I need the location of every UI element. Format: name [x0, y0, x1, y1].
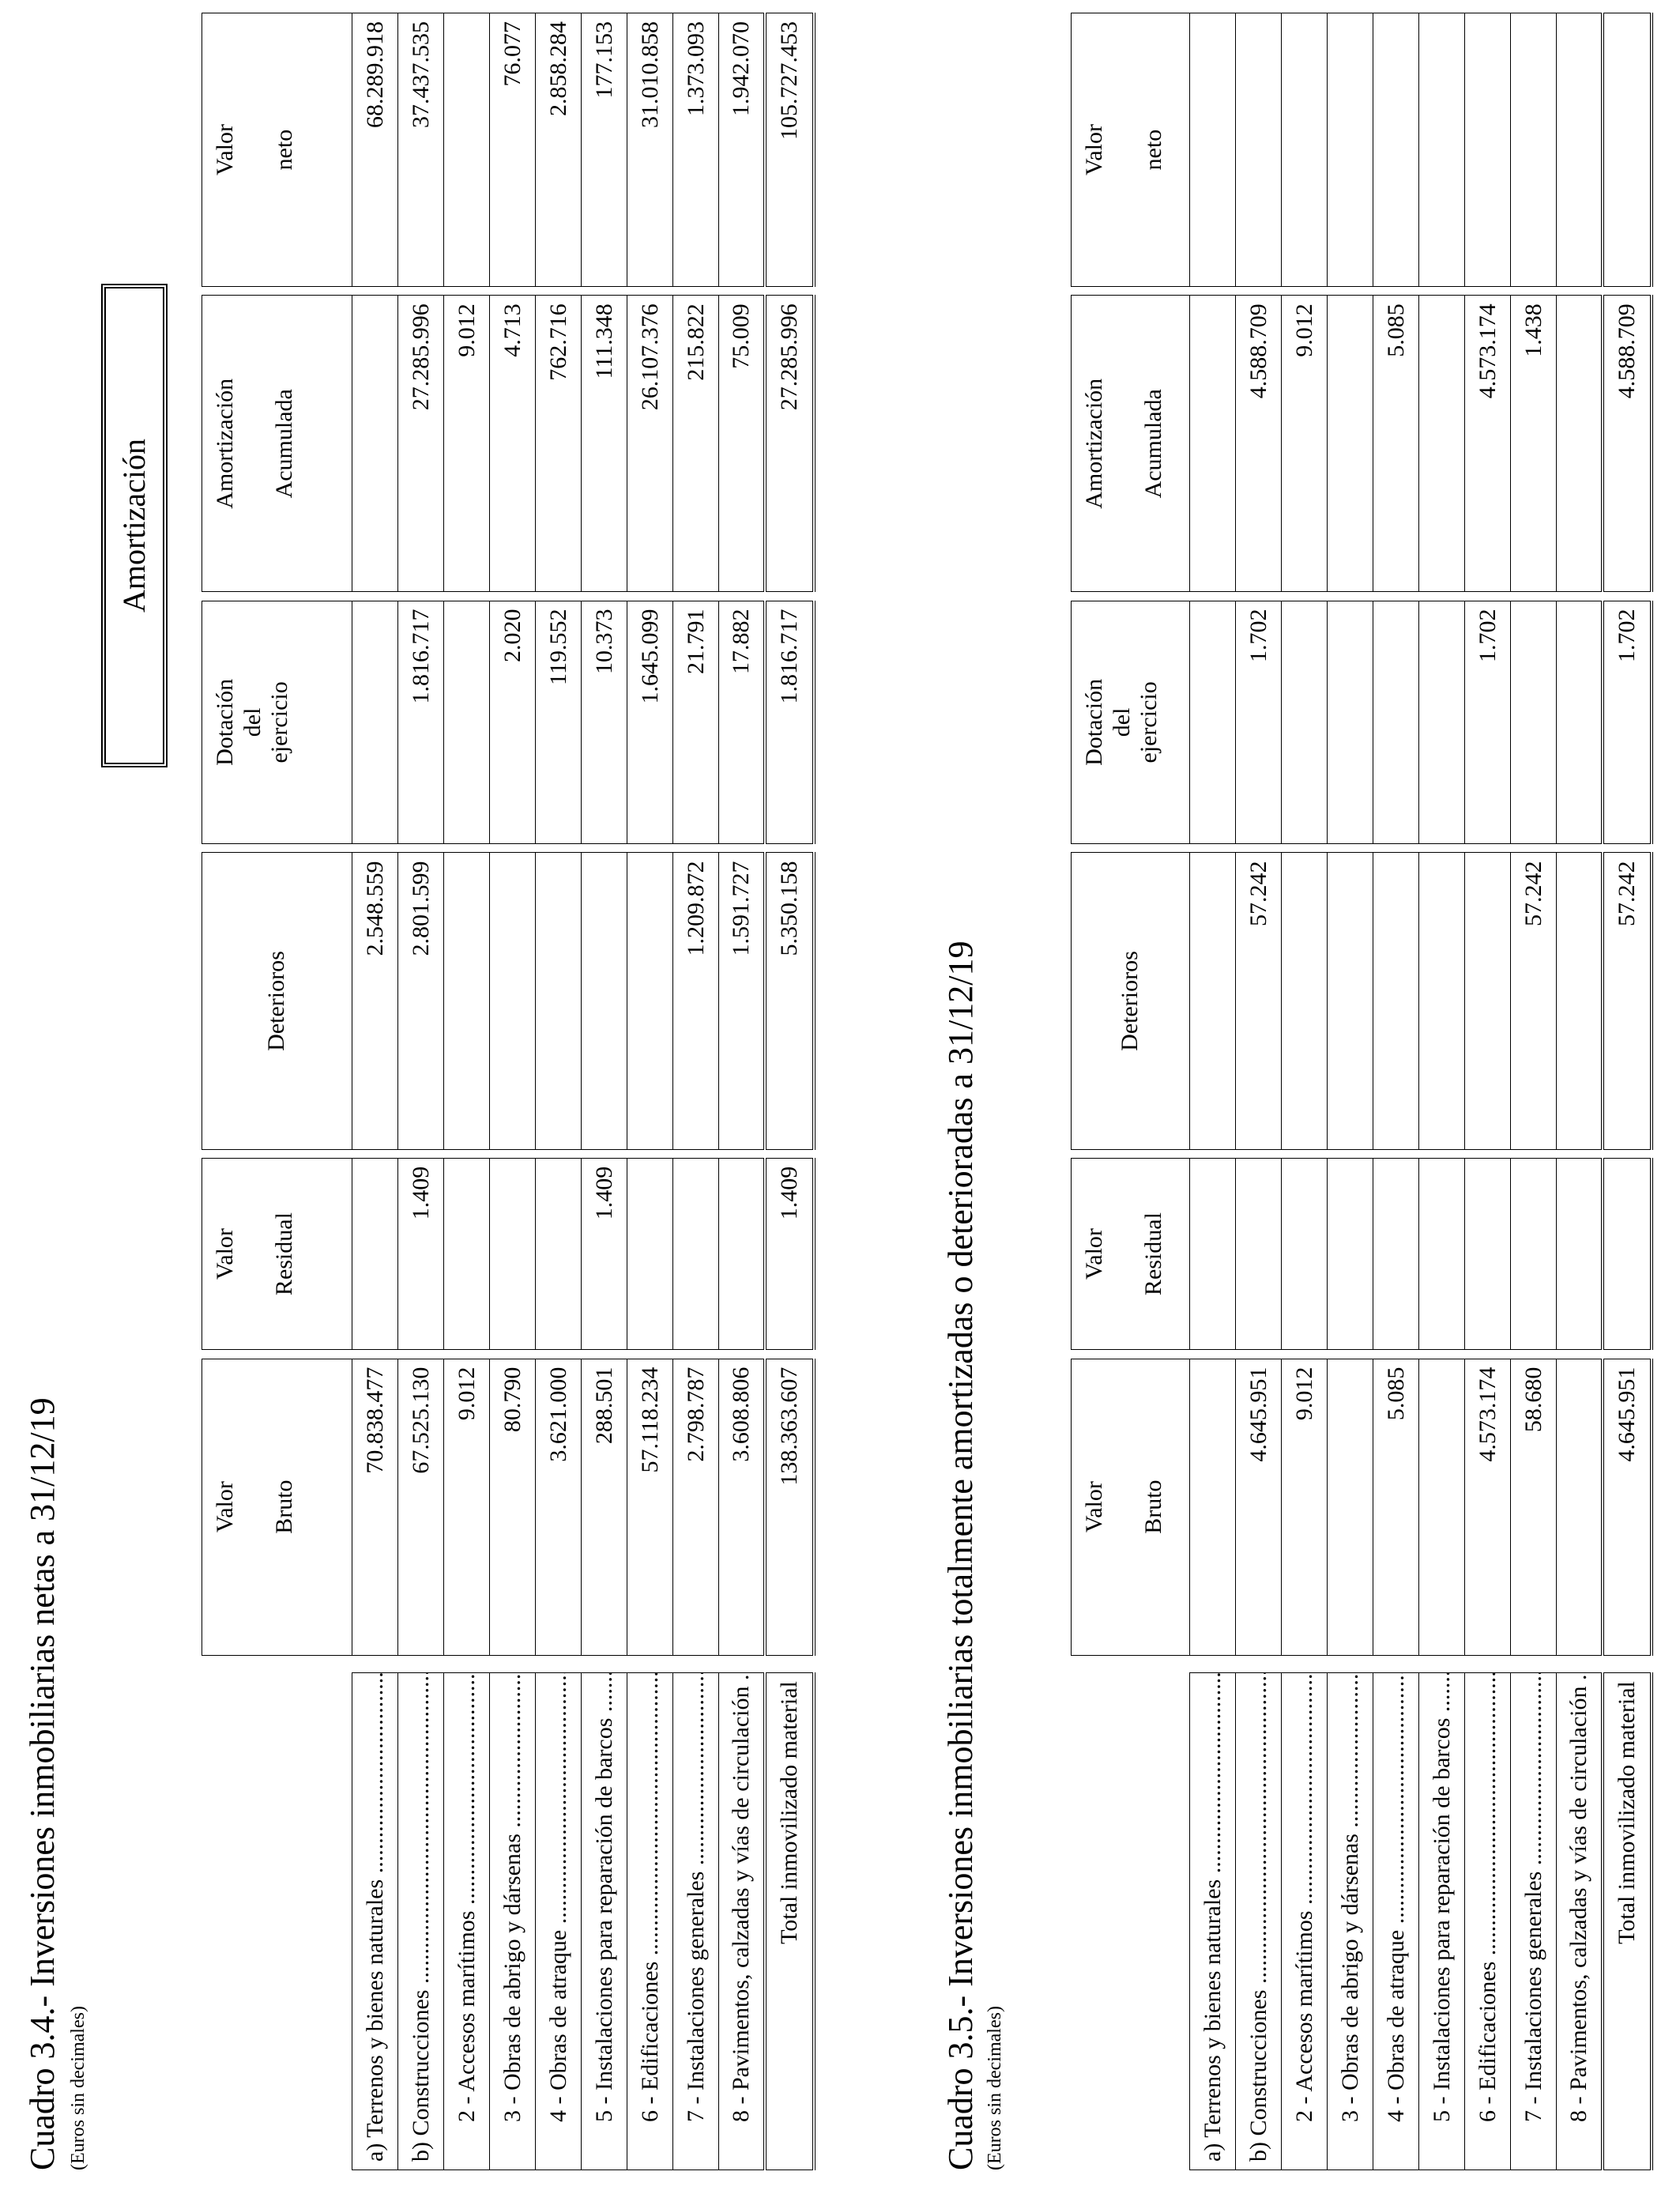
cell-dotacion: 2.020 [490, 601, 536, 844]
cell-acumulada [352, 296, 398, 592]
table-row [352, 13, 398, 2170]
cell-bruto: 58.680 [1511, 1359, 1557, 1655]
cell-deterioros [1282, 853, 1328, 1149]
cell-neto: 68.289.918 [352, 13, 398, 287]
cell-dotacion [1328, 601, 1373, 844]
cell-neto: 1.942.070 [719, 13, 765, 287]
table-row [1190, 13, 1236, 2170]
cell-deterioros [1557, 853, 1603, 1149]
cell-acumulada: 5.085 [1373, 296, 1419, 592]
cell-residual [627, 1158, 673, 1350]
row-label: 4 - Obras de atraque ..... [1373, 1673, 1419, 2170]
cell-deterioros: 57.242 [1511, 853, 1557, 1149]
cell-residual [1511, 1158, 1557, 1350]
cell-neto [1557, 13, 1603, 287]
cell-bruto [1328, 1359, 1373, 1655]
table-row [1511, 13, 1557, 2170]
cell-neto [1373, 13, 1419, 287]
cell-neto [1190, 13, 1236, 287]
cell-bruto: 3.621.000 [536, 1359, 582, 1655]
cell-acumulada [1328, 296, 1373, 592]
header-valor-bruto: Valor Bruto [1072, 1359, 1190, 1655]
cell-deterioros [1190, 853, 1236, 1149]
row-label: 7 - Instalaciones generales ..... [673, 1673, 719, 2170]
total-dotacion: 1.816.717 [765, 601, 814, 844]
total-residual: 1.409 [765, 1158, 814, 1350]
cell-neto [1419, 13, 1465, 287]
cell-dotacion [1190, 601, 1236, 844]
cell-dotacion: 1.816.717 [398, 601, 444, 844]
cell-deterioros: 57.242 [1236, 853, 1282, 1149]
total-bruto: 4.645.951 [1603, 1359, 1652, 1655]
table-inversiones-netas [202, 13, 816, 2170]
table-row [627, 13, 673, 2170]
cell-bruto: 2.798.787 [673, 1359, 719, 1655]
table-subtitle: (Euros sin decimales) [68, 2006, 89, 2170]
cell-deterioros: 1.591.727 [719, 853, 765, 1149]
cell-dotacion [1511, 601, 1557, 844]
cell-deterioros [582, 853, 627, 1149]
row-label: 5 - Instalaciones para reparación de barcos ..... [1419, 1673, 1465, 2170]
total-dotacion: 1.702 [1603, 601, 1652, 844]
row-label: 3 - Obras de abrigo y dársenas ..... [490, 1673, 536, 2170]
cell-bruto: 57.118.234 [627, 1359, 673, 1655]
cell-neto [1282, 13, 1328, 287]
cell-neto: 76.077 [490, 13, 536, 287]
total-deterioros: 5.350.158 [765, 853, 814, 1149]
amortizacion-group-header: Amortización [101, 284, 168, 767]
cell-bruto: 4.573.174 [1465, 1359, 1511, 1655]
table-row [490, 13, 536, 2170]
header-deterioros: Deterioros [202, 853, 352, 1149]
table-row [719, 13, 765, 2170]
cell-bruto: 70.838.477 [352, 1359, 398, 1655]
cell-acumulada: 4.588.709 [1236, 296, 1282, 592]
row-label: b) Construcciones ..... [398, 1673, 444, 2170]
cell-residual [673, 1158, 719, 1350]
cell-neto [1511, 13, 1557, 287]
header-amortizacion-acumulada: Amortización Acumulada [1072, 296, 1190, 592]
table-row [1465, 13, 1511, 2170]
table-row [582, 13, 627, 2170]
total-label: Total inmovilizado material [1603, 1673, 1652, 2170]
cell-bruto: 5.085 [1373, 1359, 1419, 1655]
cell-residual [444, 1158, 490, 1350]
row-label: 2 - Accesos marítimos ..... [444, 1673, 490, 2170]
cell-acumulada: 27.285.996 [398, 296, 444, 592]
row-label: 6 - Edificaciones ..... [1465, 1673, 1511, 2170]
header-amortizacion-acumulada: Amortización Acumulada [202, 296, 352, 592]
cell-bruto [1419, 1359, 1465, 1655]
header-dotacion: Dotación del ejercicio [202, 601, 352, 844]
cell-acumulada: 762.716 [536, 296, 582, 592]
total-row [765, 13, 814, 2170]
cell-neto: 37.437.535 [398, 13, 444, 287]
cell-dotacion [352, 601, 398, 844]
cell-neto [1236, 13, 1282, 287]
row-label: 8 - Pavimentos, calzadas y vías de circulación ..... [1557, 1673, 1603, 2170]
cell-bruto: 4.645.951 [1236, 1359, 1282, 1655]
cell-dotacion [1373, 601, 1419, 844]
cell-acumulada: 1.438 [1511, 296, 1557, 592]
table-row [1236, 13, 1282, 2170]
row-label: 5 - Instalaciones para reparación de barcos ..... [582, 1673, 627, 2170]
cell-bruto: 9.012 [1282, 1359, 1328, 1655]
cell-acumulada [1190, 296, 1236, 592]
cell-acumulada [1419, 296, 1465, 592]
cell-acumulada: 75.009 [719, 296, 765, 592]
cell-neto [1465, 13, 1511, 287]
cell-acumulada: 4.713 [490, 296, 536, 592]
cell-bruto: 3.608.806 [719, 1359, 765, 1655]
table-row [1419, 13, 1465, 2170]
header-valor-neto: Valor neto [202, 13, 352, 287]
cell-residual [1190, 1158, 1236, 1350]
header-row [202, 13, 352, 2170]
total-neto [1603, 13, 1652, 287]
cell-residual [352, 1158, 398, 1350]
cell-bruto: 288.501 [582, 1359, 627, 1655]
row-label: b) Construcciones ..... [1236, 1673, 1282, 2170]
header-valor-neto: Valor neto [1072, 13, 1190, 287]
cell-deterioros [1328, 853, 1373, 1149]
cell-neto: 2.858.284 [536, 13, 582, 287]
cell-deterioros [1373, 853, 1419, 1149]
cell-acumulada: 4.573.174 [1465, 296, 1511, 592]
table-row [1282, 13, 1328, 2170]
header-valor-residual: Valor Residual [1072, 1158, 1190, 1350]
cell-dotacion [1419, 601, 1465, 844]
total-acumulada: 4.588.709 [1603, 296, 1652, 592]
cell-deterioros: 2.801.599 [398, 853, 444, 1149]
row-label: 7 - Instalaciones generales ..... [1511, 1673, 1557, 2170]
cell-residual [536, 1158, 582, 1350]
table-row [673, 13, 719, 2170]
row-label: a) Terrenos y bienes naturales ..... [352, 1673, 398, 2170]
table-row [1328, 13, 1373, 2170]
cell-residual [1282, 1158, 1328, 1350]
cell-acumulada: 9.012 [444, 296, 490, 592]
cell-bruto: 80.790 [490, 1359, 536, 1655]
cell-acumulada: 215.822 [673, 296, 719, 592]
cell-residual [1419, 1158, 1465, 1350]
cell-dotacion: 1.702 [1236, 601, 1282, 844]
total-neto: 105.727.453 [765, 13, 814, 287]
row-label: 3 - Obras de abrigo y dársenas ..... [1328, 1673, 1373, 2170]
total-row [1603, 13, 1652, 2170]
cell-deterioros [490, 853, 536, 1149]
table-row [398, 13, 444, 2170]
cell-neto [444, 13, 490, 287]
cell-residual [1373, 1158, 1419, 1350]
cell-deterioros [1465, 853, 1511, 1149]
cell-deterioros: 2.548.559 [352, 853, 398, 1149]
cell-neto: 31.010.858 [627, 13, 673, 287]
cell-dotacion [444, 601, 490, 844]
cell-dotacion: 10.373 [582, 601, 627, 844]
row-label: a) Terrenos y bienes naturales ..... [1190, 1673, 1236, 2170]
cell-neto [1328, 13, 1373, 287]
cell-dotacion: 1.702 [1465, 601, 1511, 844]
total-bruto: 138.363.607 [765, 1359, 814, 1655]
cell-dotacion: 17.882 [719, 601, 765, 844]
table-row [444, 13, 490, 2170]
table-row [1557, 13, 1603, 2170]
row-label: 6 - Edificaciones ..... [627, 1673, 673, 2170]
row-label: 4 - Obras de atraque ..... [536, 1673, 582, 2170]
cell-acumulada: 111.348 [582, 296, 627, 592]
table-totalmente-amortizadas [1071, 13, 1653, 2170]
cell-residual [1465, 1158, 1511, 1350]
header-row [1072, 13, 1190, 2170]
cell-residual [719, 1158, 765, 1350]
header-valor-bruto: Valor Bruto [202, 1359, 352, 1655]
row-label: 8 - Pavimentos, calzadas y vías de circulación ..... [719, 1673, 765, 2170]
total-label: Total inmovilizado material [765, 1673, 814, 2170]
cell-residual [1557, 1158, 1603, 1350]
table-title: Cuadro 3.4.- Inversiones inmobiliarias netas a 31/12/19 [23, 1397, 62, 2170]
total-acumulada: 27.285.996 [765, 296, 814, 592]
cell-deterioros [1419, 853, 1465, 1149]
cell-dotacion: 119.552 [536, 601, 582, 844]
cell-acumulada: 9.012 [1282, 296, 1328, 592]
cell-deterioros [627, 853, 673, 1149]
table-title: Cuadro 3.5.- Inversiones inmobiliarias totalmente amortizadas o deterioradas a 31/12/19 [941, 941, 980, 2170]
cell-acumulada: 26.107.376 [627, 296, 673, 592]
cell-deterioros [444, 853, 490, 1149]
header-deterioros: Deterioros [1072, 853, 1190, 1149]
cell-residual: 1.409 [398, 1158, 444, 1350]
cell-bruto: 9.012 [444, 1359, 490, 1655]
cell-residual: 1.409 [582, 1158, 627, 1350]
header-valor-residual: Valor Residual [202, 1158, 352, 1350]
cell-dotacion: 21.791 [673, 601, 719, 844]
total-deterioros: 57.242 [1603, 853, 1652, 1149]
cell-dotacion [1557, 601, 1603, 844]
cell-bruto [1190, 1359, 1236, 1655]
cell-bruto [1557, 1359, 1603, 1655]
cell-dotacion [1282, 601, 1328, 844]
table-row [1373, 13, 1419, 2170]
cell-neto: 1.373.093 [673, 13, 719, 287]
table-subtitle: (Euros sin decimales) [985, 2006, 1005, 2170]
cell-deterioros [536, 853, 582, 1149]
cell-residual [1328, 1158, 1373, 1350]
cell-neto: 177.153 [582, 13, 627, 287]
cell-residual [490, 1158, 536, 1350]
table-row [536, 13, 582, 2170]
total-residual [1603, 1158, 1652, 1350]
cell-dotacion: 1.645.099 [627, 601, 673, 844]
header-dotacion: Dotación del ejercicio [1072, 601, 1190, 844]
cell-acumulada [1557, 296, 1603, 592]
cell-residual [1236, 1158, 1282, 1350]
cell-bruto: 67.525.130 [398, 1359, 444, 1655]
cell-deterioros: 1.209.872 [673, 853, 719, 1149]
row-label: 2 - Accesos marítimos ..... [1282, 1673, 1328, 2170]
